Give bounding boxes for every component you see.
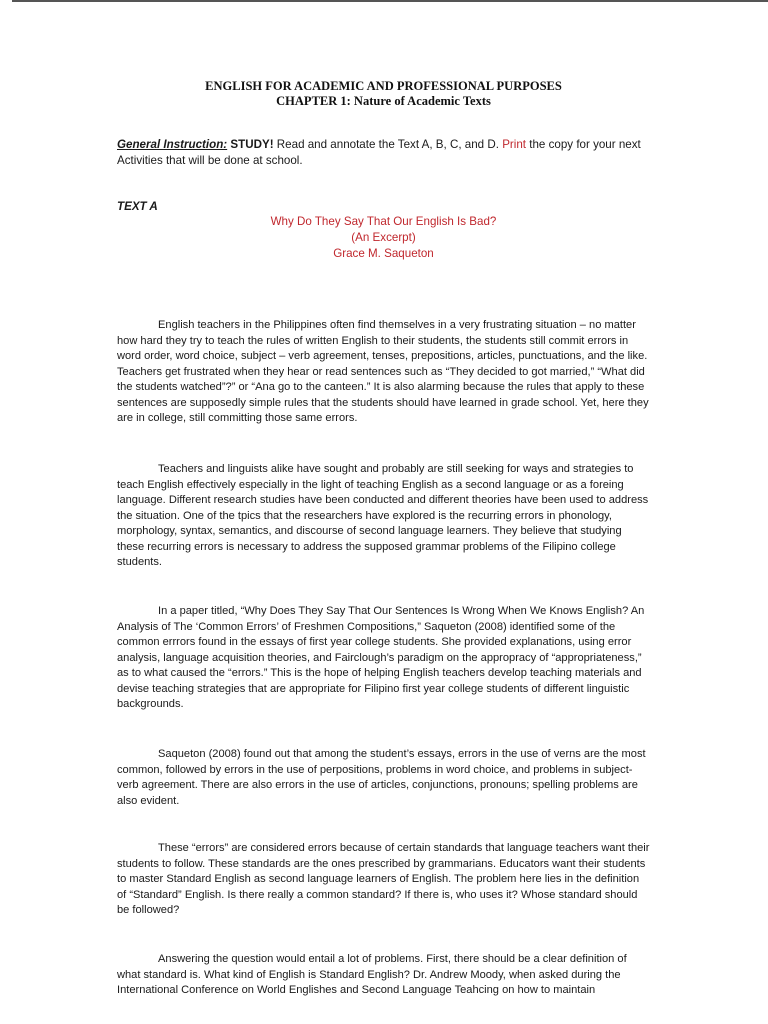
- paragraph-3: In a paper titled, “Why Does They Say That Our Sentences Is Wrong When We Knows English? An Analysis of The ‘Common Errors’ of Freshmen Compositions,” Saqueton (2008) identified some of the common errrors found in the essays of first year college students. She provided explanations, using error analysis, language acquisition theories, and Fairclough’s paradigm on the appropracy of “appropriateness,” as to what caused the “errors.” This is the hope of helping English teachers develop teaching materials and devise teaching strategies that are appropriate for Filipino first year college students of different linguistic backgrounds.: [117, 605, 645, 711]
- general-instruction: [117, 137, 650, 169]
- paragraph-1: English teachers in the Philippines often find themselves in a very frustrating situation – no matter how hard they try to teach the rules of written English to their students, the students still commit errors in word order, word choice, subject – verb agreement, tenses, prepositions, articles, punctuations, and the like. Teachers get frustrated when they hear or read sentences such as “They decided to got married,” “What did the students watched”?” or “Ana go to the canteen.” It is also alarming because the rules that apply to these sentences are supposedly simple rules that the students should have learned in grade school. Yet, here they are in college, still committing those same errors.: [117, 319, 649, 425]
- instruction-label: General Instruction:: [117, 138, 228, 151]
- essay-author: Grace M. Saqueton: [333, 247, 434, 260]
- instruction-text-1: Read and annotate the Text A, B, C, and D.: [276, 138, 499, 151]
- paragraph-6: Answering the question would entail a lot of problems. First, there should be a clear definition of what standard is. What kind of English is Standard English? Dr. Andrew Moody, when asked during the International Conference on World Englishes and Second Language Teahcing on how to maintain: [117, 953, 627, 997]
- chapter-title: CHAPTER 1: Nature of Academic Texts: [276, 94, 491, 108]
- essay-title: Why Do They Say That Our English Is Bad?: [270, 215, 497, 228]
- instruction-print: Print: [502, 138, 527, 151]
- top-border-line: [12, 0, 768, 2]
- instruction-text-2: the copy for your next Activities that will be done at school.: [117, 138, 641, 167]
- paragraph-5: These “errors” are considered errors because of certain standards that language teachers want their students to follow. These standards are the ones prescribed by grammarians. Educators want their students to master Standard English as second language learners of English. The problem here lies in the definition of “Standard” English. Is there really a common standard? If there is, who uses it? Whose standard should be followed?: [117, 842, 650, 917]
- essay-subtitle: (An Excerpt): [351, 231, 416, 244]
- paragraph-2: Teachers and linguists alike have sought and probably are still seeking for ways and strategies to teach English effectively especially in the light of teaching English as a second language or as a foreing language. Different research studies have been conducted and different theories have been used to address the situation. One of the tpics that the researchers have explored is the recurring errors in phonology, morphology, syntax, semantics, and discourse of second language learners. They believe that studying these recurring errors is necessary to address the supposed grammar problems of the Filipino college students.: [117, 463, 649, 569]
- course-title: ENGLISH FOR ACADEMIC AND PROFESSIONAL PURPOSES: [205, 79, 562, 93]
- paragraph-4: Saqueton (2008) found out that among the student’s essays, errors in the use of verns are the most common, followed by errors in the use of perpositions, problems in word choice, and problems in subject-verb agreement. There are also errors in the use of articles, conjunctions, pronouns; spelling problems are also evident.: [117, 748, 646, 807]
- instruction-study: STUDY!: [230, 138, 274, 151]
- text-a-label: TEXT A: [117, 200, 158, 213]
